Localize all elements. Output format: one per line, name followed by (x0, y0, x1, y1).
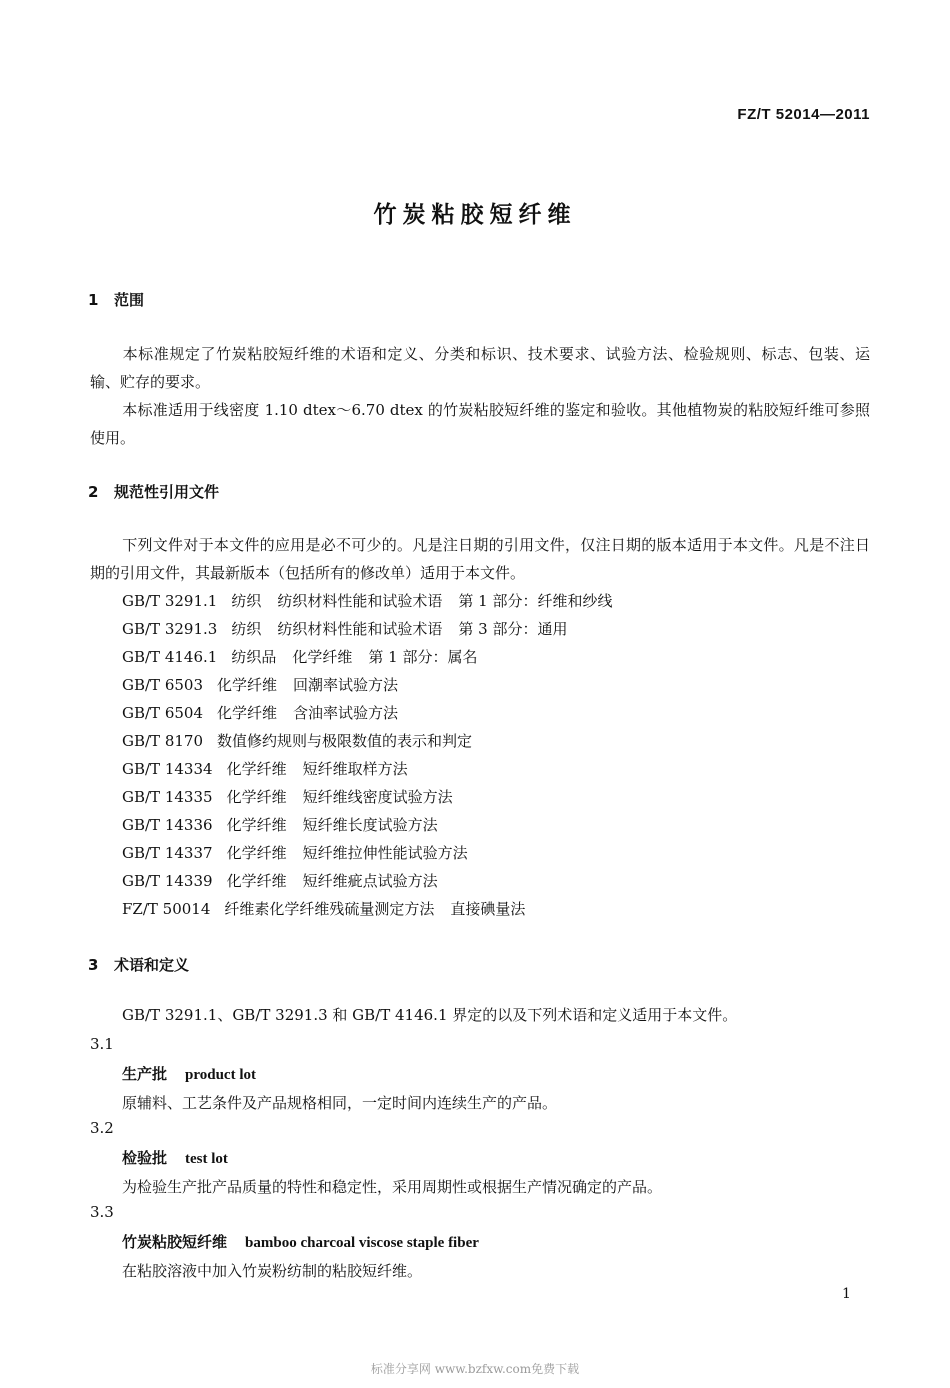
reference-item (122, 870, 438, 891)
reference-title-part: 第 1 部分：纤维和纱线 (458, 592, 613, 610)
reference-title-part: 纺织材料性能和试验术语 (277, 592, 443, 610)
reference-title-part: 纺织 (231, 592, 262, 610)
reference-title-part: 短纤维线密度试验方法 (302, 788, 453, 806)
reference-code: GB/T 6504 (122, 704, 204, 722)
term-definition: 为检验生产批产品质量的特性和稳定性，采用周期性或根据生产情况确定的产品。 (122, 1178, 663, 1196)
reference-code: GB/T 6503 (122, 676, 204, 694)
reference-title-part: 纺织品 (231, 648, 277, 666)
section-2-heading (88, 481, 219, 502)
scope-paragraph-2 (90, 396, 870, 452)
reference-code: GB/T 3291.3 (122, 620, 218, 638)
reference-title-part: 含油率试验方法 (293, 704, 399, 722)
reference-title-part: 短纤维取样方法 (302, 760, 408, 778)
reference-code: FZ/T 50014 (122, 900, 211, 918)
reference-title-part: 化学纤维 (226, 760, 287, 778)
references-intro (90, 531, 870, 587)
reference-code: GB/T 14336 (122, 816, 213, 834)
reference-item (122, 674, 398, 695)
reference-code: GB/T 14335 (122, 788, 213, 806)
term-zh: 生产批 (122, 1065, 168, 1083)
reference-item (122, 618, 567, 639)
term-en: bamboo charcoal viscose staple fiber (245, 1235, 479, 1251)
reference-title-part: 化学纤维 (226, 872, 287, 890)
reference-title-part: 短纤维长度试验方法 (302, 816, 438, 834)
reference-title-part: 化学纤维 (226, 816, 287, 834)
document-title: 竹炭粘胶短纤维 (373, 201, 577, 228)
reference-title-part: 回潮率试验方法 (293, 676, 399, 694)
section-title: 规范性引用文件 (114, 483, 220, 501)
term-en: product lot (185, 1067, 256, 1083)
reference-item (122, 702, 398, 723)
term-heading (122, 1147, 228, 1168)
section-title: 范围 (114, 291, 145, 309)
scope-paragraph-1 (90, 340, 870, 396)
reference-item (122, 590, 612, 611)
term-number: 3.2 (90, 1119, 114, 1137)
reference-title-part: 化学纤维 (292, 648, 353, 666)
reference-item (122, 786, 453, 807)
term-number: 3.3 (90, 1203, 114, 1221)
reference-title-part: 第 1 部分：属名 (368, 648, 478, 666)
reference-title-part: 纺织 (231, 620, 262, 638)
section-title: 术语和定义 (114, 956, 190, 974)
reference-code: GB/T 14339 (122, 872, 213, 890)
term-en: test lot (185, 1151, 228, 1167)
reference-title-part: 短纤维拉伸性能试验方法 (302, 844, 468, 862)
reference-title-part: 化学纤维 (226, 788, 287, 806)
term-heading (122, 1231, 479, 1252)
paragraph-text: 本标准适用于线密度 1.10 dtex～6.70 dtex 的竹炭粘胶短纤维的鉴定和验收。其他植物炭的粘胶短纤维可参照使用。 (90, 401, 870, 447)
reference-item (122, 898, 525, 919)
reference-code: GB/T 4146.1 (122, 648, 218, 666)
reference-title-part: 纤维素化学纤维残硫量测定方法 (224, 900, 435, 918)
section-number: 3 (88, 956, 99, 974)
watermark: 标准分享网 www.bzfxw.com免费下载 (370, 1362, 580, 1376)
reference-title-part: 纺织材料性能和试验术语 (277, 620, 443, 638)
reference-item (122, 842, 468, 863)
reference-title-part: 第 3 部分：通用 (458, 620, 568, 638)
term-definition: 原辅料、工艺条件及产品规格相同，一定时间内连续生产的产品。 (122, 1094, 558, 1112)
reference-item (122, 646, 477, 667)
reference-item (122, 814, 438, 835)
reference-code: GB/T 14337 (122, 844, 213, 862)
reference-code: GB/T 3291.1 (122, 592, 218, 610)
reference-title-part: 短纤维疵点试验方法 (302, 872, 438, 890)
reference-item (122, 730, 472, 751)
standard-code: FZ/T 52014—2011 (737, 106, 870, 123)
term-definition: 在粘胶溶液中加入竹炭粉纺制的粘胶短纤维。 (122, 1262, 423, 1280)
terms-intro: GB/T 3291.1、GB/T 3291.3 和 GB/T 4146.1 界定的以及下列术语和定义适用于本文件。 (122, 1006, 738, 1024)
reference-title-part: 化学纤维 (217, 704, 278, 722)
reference-title-part: 化学纤维 (226, 844, 287, 862)
section-number: 2 (88, 483, 99, 501)
reference-code: GB/T 8170 (122, 732, 204, 750)
section-1-heading (88, 289, 144, 310)
reference-item (122, 758, 408, 779)
paragraph-text: 本标准规定了竹炭粘胶短纤维的术语和定义、分类和标识、技术要求、试验方法、检验规则、标志、包装、运输、贮存的要求。 (90, 345, 870, 391)
term-heading (122, 1063, 256, 1084)
section-3-heading (88, 954, 189, 975)
term-number: 3.1 (90, 1035, 114, 1053)
term-zh: 检验批 (122, 1149, 168, 1167)
reference-code: GB/T 14334 (122, 760, 213, 778)
term-zh: 竹炭粘胶短纤维 (122, 1233, 228, 1251)
section-number: 1 (88, 291, 99, 309)
reference-title-part: 化学纤维 (217, 676, 278, 694)
reference-title-part: 直接碘量法 (450, 900, 526, 918)
page-number: 1 (842, 1286, 851, 1302)
paragraph-text: 下列文件对于本文件的应用是必不可少的。凡是注日期的引用文件，仅注日期的版本适用于本文件。凡是不注日期的引用文件，其最新版本（包括所有的修改单）适用于本文件。 (90, 536, 870, 582)
reference-title-part: 数值修约规则与极限数值的表示和判定 (217, 732, 473, 750)
